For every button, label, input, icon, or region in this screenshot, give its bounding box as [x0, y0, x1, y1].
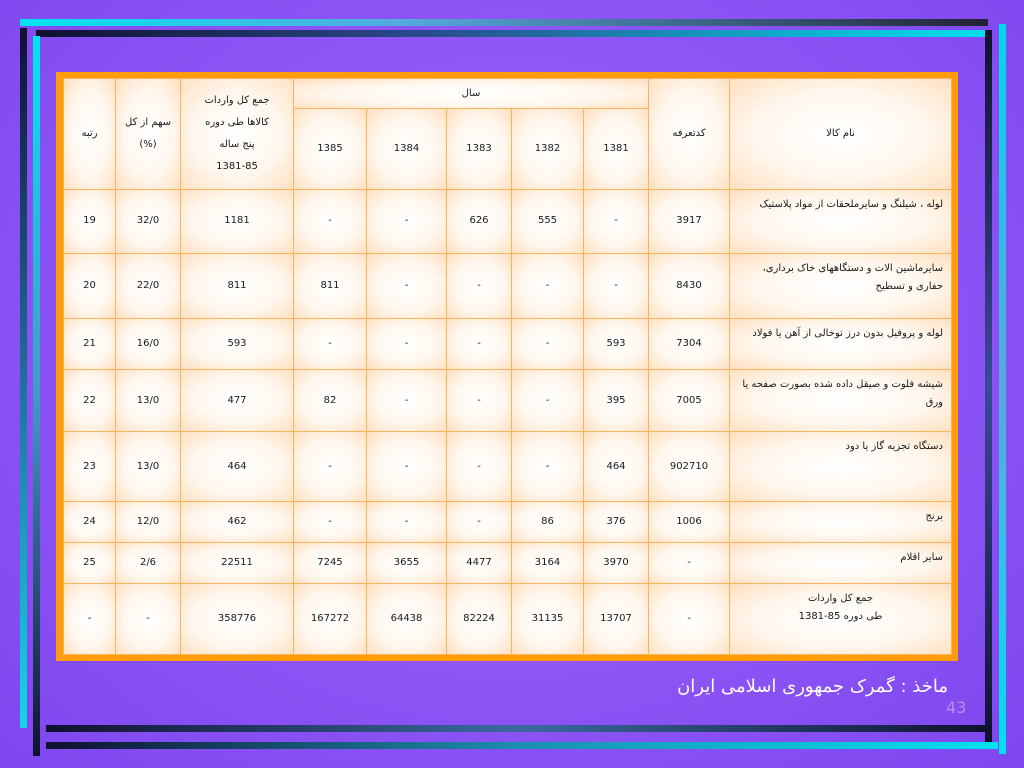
cell-1385: 167272	[294, 584, 367, 655]
cell-1384: -	[367, 254, 447, 318]
cell-1383: -	[447, 501, 512, 542]
cell-1381: 395	[584, 369, 649, 431]
decorative-bar-top-inner	[36, 30, 988, 37]
cell-goods-name: سایرماشین الات و دستگاههای خاک برداری، حفاری و تسطیح	[730, 254, 952, 318]
cell-share: 13/0	[116, 432, 181, 501]
cell-1385: 7245	[294, 543, 367, 584]
header-year: 1384	[367, 109, 447, 190]
cell-share: -	[116, 584, 181, 655]
cell-total: 358776	[181, 584, 294, 655]
table-row	[64, 318, 952, 369]
table-row	[64, 543, 952, 584]
table-row	[64, 369, 952, 431]
cell-share: 12/0	[116, 501, 181, 542]
cell-share: 2/6	[116, 543, 181, 584]
cell-rank: 20	[64, 254, 116, 318]
cell-rank: -	[64, 584, 116, 655]
cell-1382: 555	[512, 189, 584, 253]
cell-total: 22511	[181, 543, 294, 584]
cell-rank: 22	[64, 369, 116, 431]
cell-goods-name: لوله ، شیلنگ و سایرملحقات از مواد پلاستیک	[730, 189, 952, 253]
total-label-line: جمع کل واردات	[807, 593, 874, 605]
table-row-total	[64, 584, 952, 655]
cell-rank: 25	[64, 543, 116, 584]
header-total	[181, 79, 294, 190]
cell-1384: 3655	[367, 543, 447, 584]
cell-share: 22/0	[116, 254, 181, 318]
cell-1383: -	[447, 369, 512, 431]
cell-1381: -	[584, 189, 649, 253]
cell-1382: 31135	[512, 584, 584, 655]
cell-1384: -	[367, 318, 447, 369]
cell-goods-name: برنج	[730, 501, 952, 542]
cell-rank: 19	[64, 189, 116, 253]
cell-1383: 82224	[447, 584, 512, 655]
cell-1382: 3164	[512, 543, 584, 584]
cell-1384: -	[367, 501, 447, 542]
header-name: نام کالا	[730, 79, 952, 190]
cell-1385: 811	[294, 254, 367, 318]
cell-tariff: 902710	[649, 432, 730, 501]
decorative-bar-top	[20, 19, 988, 26]
cell-1381: 593	[584, 318, 649, 369]
table-row	[64, 432, 952, 501]
cell-rank: 24	[64, 501, 116, 542]
cell-1382: -	[512, 254, 584, 318]
page-number: 43	[946, 698, 967, 717]
header-total-line: کالاها طی دوره	[205, 116, 269, 128]
decorative-bar-right	[999, 24, 1006, 754]
cell-share: 16/0	[116, 318, 181, 369]
cell-1381: -	[584, 254, 649, 318]
cell-goods-name: لوله و پروفیل بدون درز توخالی از آهن یا فولاد	[730, 318, 952, 369]
cell-1382: -	[512, 369, 584, 431]
cell-total: 477	[181, 369, 294, 431]
cell-1381: 376	[584, 501, 649, 542]
cell-1382: -	[512, 318, 584, 369]
cell-tariff: -	[649, 543, 730, 584]
cell-1381: 13707	[584, 584, 649, 655]
decorative-bar-bottom	[46, 742, 998, 749]
cell-1384: -	[367, 369, 447, 431]
header-total-line: 1381-85	[216, 160, 258, 172]
cell-total: 462	[181, 501, 294, 542]
table-row	[64, 254, 952, 318]
cell-goods-name: شیشه فلوت و صیقل داده شده بصورت صفحه یا ورق	[730, 369, 952, 431]
cell-tariff: -	[649, 584, 730, 655]
header-total-line: پنج ساله	[219, 138, 255, 150]
cell-tariff: 3917	[649, 189, 730, 253]
cell-1381: 464	[584, 432, 649, 501]
cell-1383: 626	[447, 189, 512, 253]
cell-1382: 86	[512, 501, 584, 542]
table-row	[64, 501, 952, 542]
cell-tariff: 1006	[649, 501, 730, 542]
cell-1384: -	[367, 189, 447, 253]
header-share: سهم از کل (%)	[116, 79, 181, 190]
header-year: 1385	[294, 109, 367, 190]
cell-tariff: 7304	[649, 318, 730, 369]
decorative-bar-left-inner	[33, 36, 40, 756]
total-label-line: طی دوره 85-1381	[798, 611, 883, 623]
cell-1381: 3970	[584, 543, 649, 584]
cell-rank: 21	[64, 318, 116, 369]
decorative-bar-right-inner	[985, 30, 992, 742]
header-year: 1382	[512, 109, 584, 190]
cell-1385: -	[294, 432, 367, 501]
cell-1384: 64438	[367, 584, 447, 655]
cell-1384: -	[367, 432, 447, 501]
cell-1385: 82	[294, 369, 367, 431]
cell-tariff: 7005	[649, 369, 730, 431]
cell-share: 32/0	[116, 189, 181, 253]
cell-total: 811	[181, 254, 294, 318]
header-rank: رتبه	[64, 79, 116, 190]
cell-1383: -	[447, 254, 512, 318]
header-total-line: جمع کل واردات	[204, 94, 270, 106]
header-year: 1381	[584, 109, 649, 190]
cell-1385: -	[294, 501, 367, 542]
cell-1383: -	[447, 318, 512, 369]
cell-goods-name-total	[730, 584, 952, 655]
cell-tariff: 8430	[649, 254, 730, 318]
source-caption: ماخذ : گمرک جمهوری اسلامی ایران	[677, 676, 948, 697]
cell-1385: -	[294, 318, 367, 369]
cell-share: 13/0	[116, 369, 181, 431]
cell-total: 593	[181, 318, 294, 369]
cell-1382: -	[512, 432, 584, 501]
imports-table-frame	[56, 72, 958, 661]
cell-1383: -	[447, 432, 512, 501]
header-year: 1383	[447, 109, 512, 190]
cell-1385: -	[294, 189, 367, 253]
header-year-group: سال	[294, 79, 649, 109]
table-row	[64, 189, 952, 253]
cell-total: 1181	[181, 189, 294, 253]
decorative-bar-bottom-inner	[46, 725, 991, 732]
cell-total: 464	[181, 432, 294, 501]
header-tariff: کدتعرفه	[649, 79, 730, 190]
imports-table	[63, 78, 952, 655]
decorative-bar-left	[20, 28, 27, 728]
cell-1383: 4477	[447, 543, 512, 584]
cell-goods-name: سایر اقلام	[730, 543, 952, 584]
cell-rank: 23	[64, 432, 116, 501]
cell-goods-name: دستگاه تجزیه گاز یا دود	[730, 432, 952, 501]
